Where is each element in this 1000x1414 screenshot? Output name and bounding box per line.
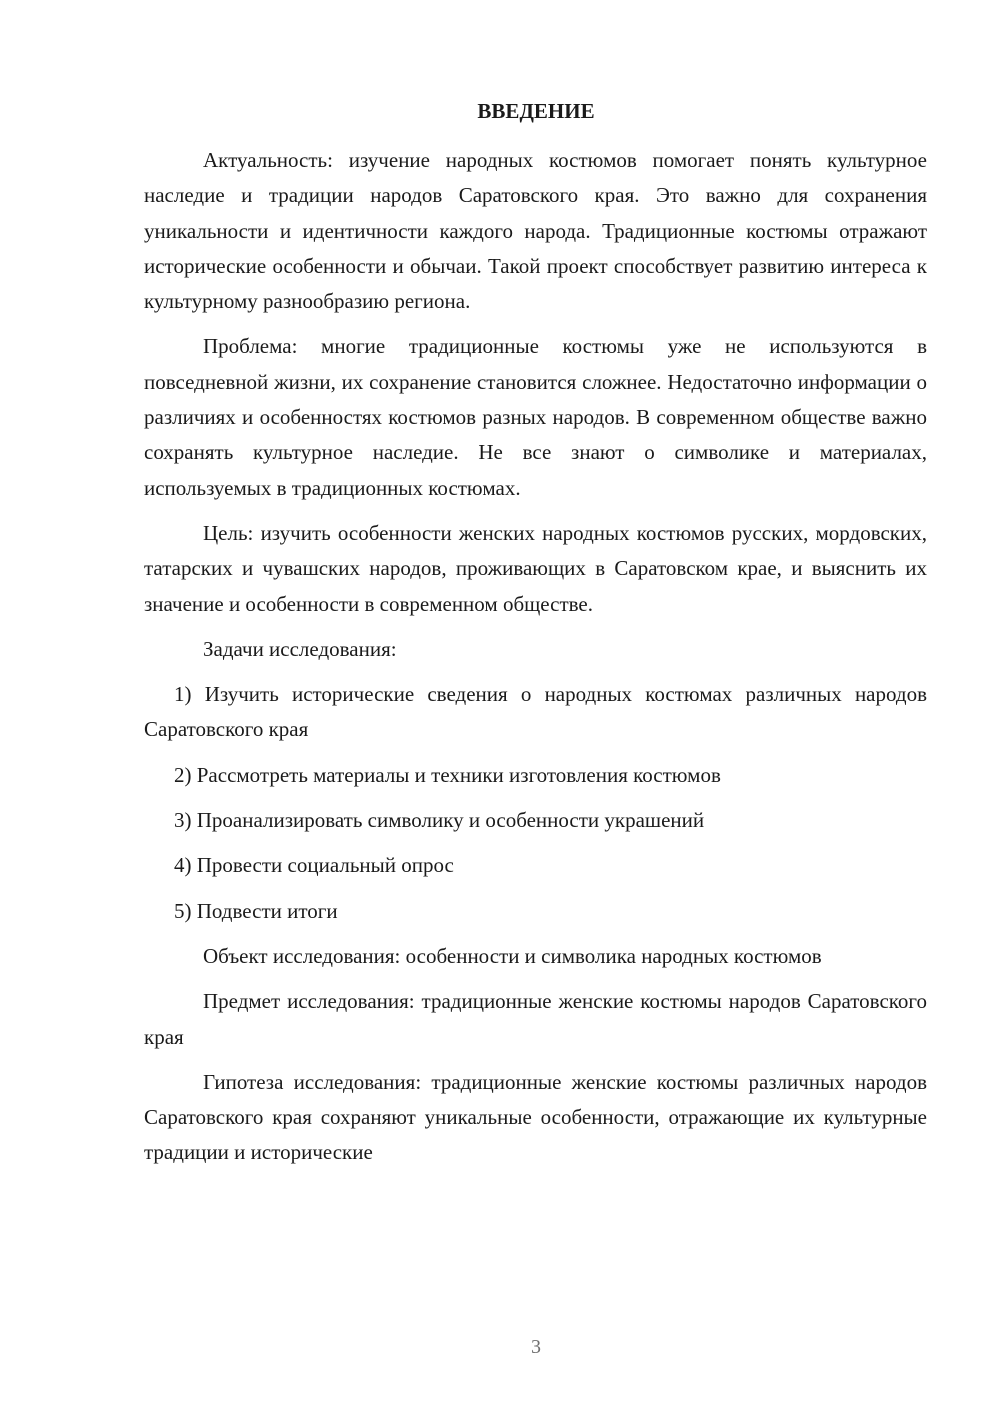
- task-item: 4) Провести социальный опрос: [174, 853, 454, 878]
- task-item: 5) Подвести итоги: [174, 898, 338, 923]
- subject-paragraph: Предмет исследования: традиционные женские костюмы народов Саратовского края: [144, 989, 927, 1049]
- relevance-paragraph: Актуальность: изучение народных костюмов помогает понять культурное наследие и традиции народов Саратовского края. Это важно для сохранения уникальности и идентичности каждого народа. Традиционные костюмы отражают исторические особенности и обычаи. Такой проект способствует развитию интереса к культурному разнообразию региона.: [144, 148, 927, 314]
- problem-paragraph: Проблема: многие традиционные костюмы уже не используются в повседневной жизни, их сохранение становится сложнее. Недостаточно информации о различиях и особенностях костюмов разных народов. В современном обществе важно сохранять культурное наследие. Не все знают о символике и материалах, используемых в традиционных костюмах.: [144, 334, 927, 500]
- object-paragraph: Объект исследования: особенности и символика народных костюмов: [203, 943, 822, 968]
- goal-paragraph: Цель: изучить особенности женских народных костюмов русских, мордовских, татарских и чувашских народов, проживающих в Саратовском крае, и выяснить их значение и особенности в современном обществе.: [144, 520, 927, 616]
- task-item: 3) Проанализировать символику и особенности украшений: [174, 808, 705, 833]
- task-item: 1) Изучить исторические сведения о народных костюмах различных народов Саратовского края: [144, 682, 927, 742]
- tasks-heading: Задачи исследования:: [203, 636, 397, 661]
- hypothesis-paragraph: Гипотеза исследования: традиционные женские костюмы различных народов Саратовского края сохраняют уникальные особенности, отражающие их культурные традиции и исторические: [144, 1069, 927, 1165]
- page-number: 3: [531, 1336, 541, 1358]
- task-item: 2) Рассмотреть материалы и техники изготовления костюмов: [174, 762, 721, 787]
- page-title: ВВЕДЕНИЕ: [477, 99, 595, 123]
- document-body: [144, 143, 927, 1171]
